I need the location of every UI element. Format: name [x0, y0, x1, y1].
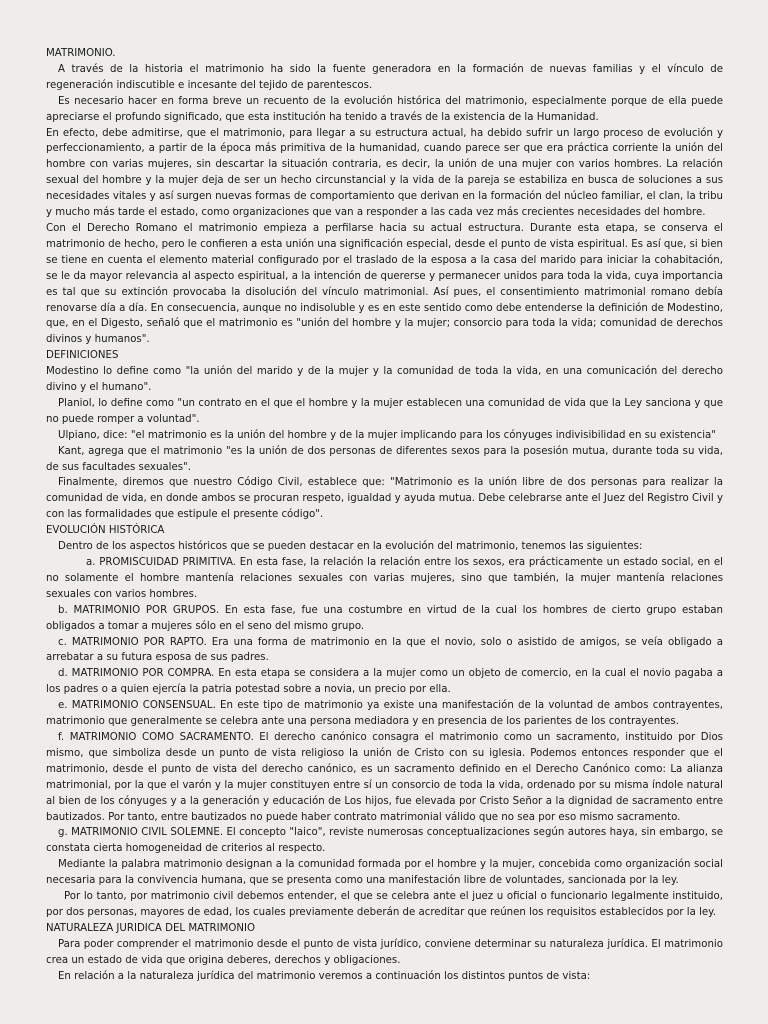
paragraph: A través de la historia el matrimonio ha sido la fuente generadora en la formación de nuevas familias y el vínculo de regeneración indiscutible e incesante del tejido de parentescos.: [46, 63, 723, 91]
section-heading-definiciones: DEFINICIONES: [46, 350, 119, 362]
paragraph: Dentro de los aspectos históricos que se pueden destacar en la evolución del matrimonio, tenemos las siguientes:: [58, 541, 643, 553]
list-item: d. MATRIMONIO POR COMPRA. En esta etapa se considera a la mujer como un objeto de comercio, en la cual el novio pagaba a los padres o a quien ejercía la patria potestad sobre a novia, un precio por ella.: [46, 668, 723, 696]
list-item: g. MATRIMONIO CIVIL SOLEMNE. El concepto "laico", reviste numerosas conceptualizaciones según autores haya, sin embargo, se constata cierta homogeneidad de criterios al respecto.: [46, 827, 723, 855]
list-item: b. MATRIMONIO POR GRUPOS. En esta fase, fue una costumbre en virtud de la cual los hombres de cierto grupo estaban obligados a tomar a mujeres sólo en el seno del mismo grupo.: [46, 604, 723, 632]
document-body: [46, 46, 723, 984]
list-item: e. MATRIMONIO CONSENSUAL. En este tipo de matrimonio ya existe una manifestación de la voluntad de ambos contrayentes, matrimonio que generalmente se celebra ante una persona mediadora y en presencia de los parientes de los contrayentes.: [46, 700, 723, 728]
list-item: f. MATRIMONIO COMO SACRAMENTO. El derecho canónico consagra el matrimonio como un sacramento, instituido por Dios mismo, que simboliza desde un punto de vista religioso la unión de Cristo con su iglesia. Podemos entonces responder que el matrimonio, desde el punto de vista del derecho canónico, es un sacramento definido en el Derecho Canónico como: La alianza matrimonial, por la que el varón y la mujer constituyen entre sí un consorcio de toda la vida, ordenado por su misma índole natural al bien de los cónyuges y a la generación y educación de Los hijos, fue elevada por Cristo Señor a la dignidad de sacramento entre bautizados. Por tanto, entre bautizados no puede haber contrato matrimonial válido que no sea por eso mismo sacramento.: [46, 731, 723, 823]
paragraph: En efecto, debe admitirse, que el matrimonio, para llegar a su estructura actual, ha debido sufrir un largo proceso de evolución y perfeccionamiento, a partir de la época más primitiva de la humanidad, cuando parece ser que era práctica corriente la unión del hombre con varias mujeres, sin descartar la situación contraria, es decir, la unión de una mujer con varios hombres. La relación sexual del hombre y la mujer deja de ser un hecho circunstancial y la vida de la pareja se estabiliza en busca de soluciones a sus necesidades vitales y así surgen nuevas formas de comportamiento que derivan en la formación del núcleo familiar, el clan, la tribu y mucho más tarde el estado, como organizaciones que van a responder a las cada vez más crecientes necesidades del hombre.: [46, 127, 723, 219]
section-heading-evolucion: EVOLUCIÓN HISTÓRICA: [46, 525, 165, 537]
list-item: c. MATRIMONIO POR RAPTO. Era una forma de matrimonio en la que el novio, solo o asistido de amigos, se veía obligado a arrebatar a su futura esposa de sus padres.: [46, 636, 723, 664]
definition-paragraph: Finalmente, diremos que nuestro Código Civil, establece que: "Matrimonio es la unión libre de dos personas para realizar la comunidad de vida, en donde ambos se procuran respeto, igualdad y ayuda mutua. Debe celebrarse ante el Juez del Registro Civil y con las formalidades que estipule el presente código".: [46, 477, 723, 521]
paragraph: Mediante la palabra matrimonio designan a la comunidad formada por el hombre y la mujer, concebida como organización social necesaria para la convivencia humana, que se presenta como una manifestación libre de voluntades, sancionada por la ley.: [46, 859, 723, 887]
definition-paragraph: Ulpiano, dice: "el matrimonio es la unión del hombre y de la mujer implicando para los cónyuges indivisibilidad en su existencia": [58, 429, 716, 441]
definition-paragraph: Modestino lo define como "la unión del marido y de la mujer y la comunidad de toda la vida, en una comunicación del derecho divino y el humano".: [46, 366, 723, 394]
section-heading-naturaleza: NATURALEZA JURIDICA DEL MATRIMONIO: [46, 922, 256, 934]
document-title: MATRIMONIO.: [46, 48, 116, 59]
paragraph: Por lo tanto, por matrimonio civil debemos entender, el que se celebra ante el juez u oficial o funcionario legalmente instituido, por dos personas, mayores de edad, los cuales previamente deberán de acreditar que reúnen los requisitos establecidos por la ley.: [46, 891, 723, 918]
definition-paragraph: Kant, agrega que el matrimonio "es la unión de dos personas de diferentes sexos para la posesión mutua, durante toda su vida, de sus facultades sexuales".: [46, 445, 723, 473]
paragraph: Con el Derecho Romano el matrimonio empieza a perfilarse hacia su actual estructura. Durante esta etapa, se conserva el matrimonio de hecho, pero le confieren a esta unión una significación especial, desde el punto de vista espiritual. Es así que, si bien se tiene en cuenta el elemento material configurado por el traslado de la esposa a la casa del marido para iniciar la cohabitación, se le da mayor relevancia al aspecto espiritual, a la intención de quererse y permanecer unidos para toda la vida, cuya importancia es tal que su extinción provocaba la disolución del vínculo matrimonial. Así pues, el consentimiento matrimonial romano debía renovarse día a día. En consecuencia, aunque no indisoluble y es en este sentido como debe entenderse la definición de Modestino, que, en el Digesto, señaló que el matrimonio es "unión del hombre y la mujer; consorcio para toda la vida; comunidad de derechos divinos y humanos".: [46, 222, 723, 346]
paragraph: Para poder comprender el matrimonio desde el punto de vista jurídico, conviene determinar su naturaleza jurídica. El matrimonio crea un estado de vida que origina deberes, derechos y obligaciones.: [46, 938, 723, 966]
definition-paragraph: Planiol, lo define como "un contrato en el que el hombre y la mujer establecen una comunidad de vida que la Ley sanciona y que no puede romper a voluntad".: [46, 397, 723, 425]
paragraph: Es necesario hacer en forma breve un recuento de la evolución histórica del matrimonio, especialmente porque de ella puede apreciarse el profundo significado, que esta institución ha tenido a través de la existencia de la Humanidad.: [46, 95, 723, 123]
list-item: a. PROMISCUIDAD PRIMITIVA. En esta fase, la relación la relación entre los sexos, era prácticamente un estado social, en el no solamente el hombre mantenía relaciones sexuales con varias mujeres, sino que también, la mujer mantenía relaciones sexuales con varios hombres.: [46, 557, 723, 600]
paragraph: En relación a la naturaleza jurídica del matrimonio veremos a continuación los distintos puntos de vista:: [58, 970, 591, 982]
